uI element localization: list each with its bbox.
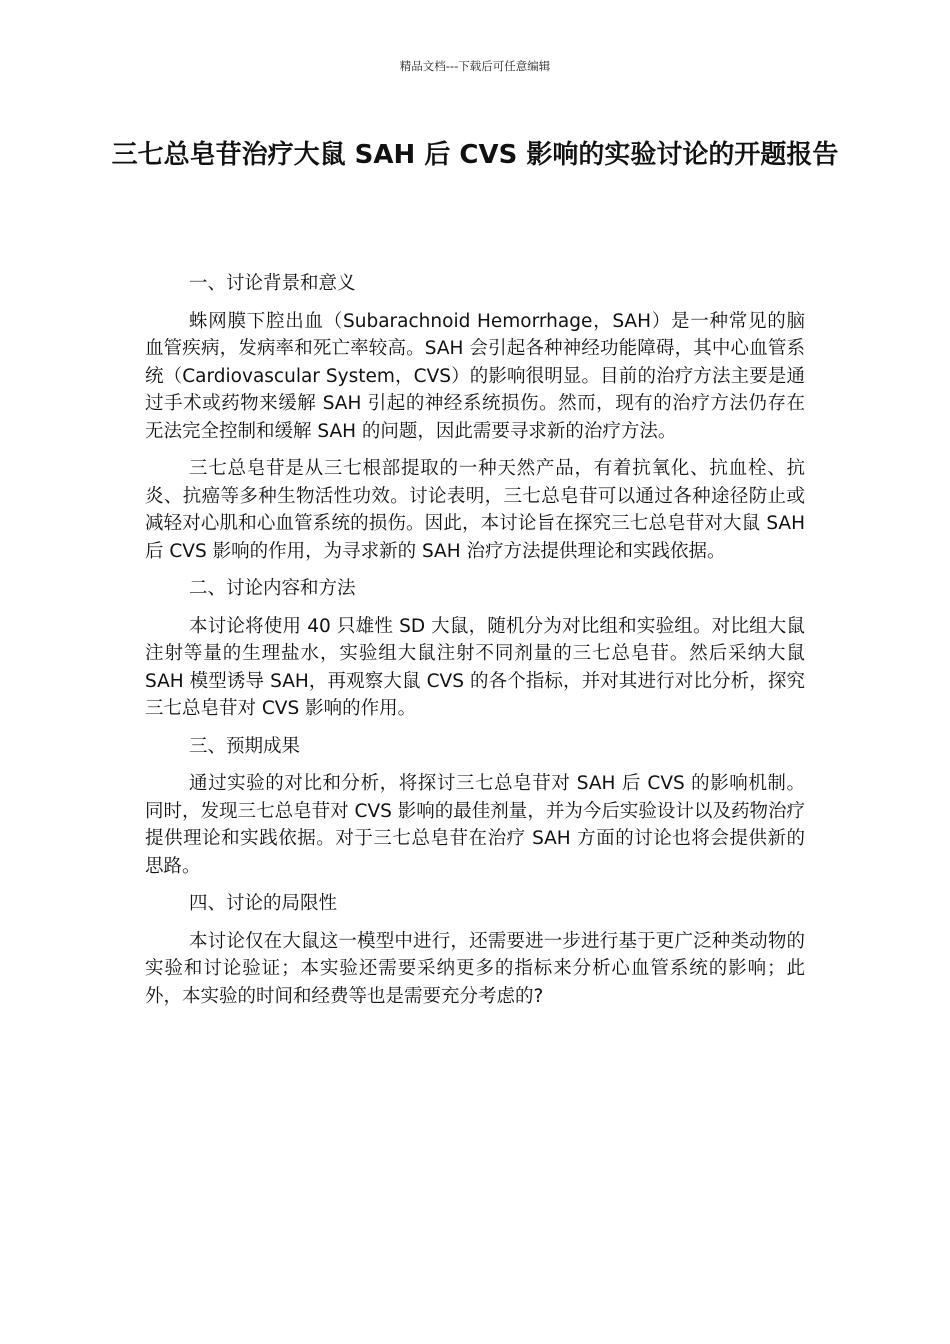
section-heading-limitations: 四、讨论的局限性 [189,893,338,914]
paragraph-expected-results-1: 通过实验的对比和分析，将探讨三七总皂苷对 SAH 后 CVS 的影响机制。同时，发现三七总皂苷对 CVS 影响的最佳剂量，并为今后实验设计以及药物治疗提供理论和实践依据。对于三七总皂苷在治疗 SAH 方面的讨论也将会提供新的思路。 [145,773,805,877]
paragraph-limitations-1: 本讨论仅在大鼠这一模型中进行，还需要进一步进行基于更广泛种类动物的实验和讨论验证；本实验还需要采纳更多的指标来分析心血管系统的影响；此外，本实验的时间和经费等也是需要充分考虑的? [145,930,805,1007]
paragraph-background-1: 蛛网膜下腔出血（Subarachnoid Hemorrhage，SAH）是一种常见的脑血管疾病，发病率和死亡率较高。SAH 会引起各种神经功能障碍，其中心血管系统（Cardiovascular System，CVS）的影响很明显。目前的治疗方法主要是通过手术或药物来缓解 SAH 引起的神经系统损伤。然而，现有的治疗方法仍存在无法完全控制和缓解 SAH 的问题，因此需要寻求新的治疗方法。 [145,310,805,442]
section-heading-methods: 二、讨论内容和方法 [189,578,356,599]
header-note: 精品文档---下载后可任意编辑 [399,59,551,73]
document-body [145,270,805,1020]
paragraph-background-2: 三七总皂苷是从三七根部提取的一种天然产品，有着抗氧化、抗血栓、抗炎、抗癌等多种生物活性功效。讨论表明，三七总皂苷可以通过各种途径防止或减轻对心肌和心血管系统的损伤。因此，本讨论旨在探究三七总皂苷对大鼠 SAH 后 CVS 影响的作用，为寻求新的 SAH 治疗方法提供理论和实践依据。 [145,458,805,562]
section-heading-background: 一、讨论背景和意义 [189,273,356,294]
paragraph-methods-1: 本讨论将使用 40 只雄性 SD 大鼠，随机分为对比组和实验组。对比组大鼠注射等量的生理盐水，实验组大鼠注射不同剂量的三七总皂苷。然后采纳大鼠 SAH 模型诱导 SAH，再观察大鼠 CVS 的各个指标，并对其进行对比分析，探究三七总皂苷对 CVS 影响的作用。 [145,615,805,719]
section-heading-expected-results: 三、预期成果 [189,735,301,757]
document-title: 三七总皂苷治疗大鼠 SAH 后 CVS 影响的实验讨论的开题报告 [111,140,839,170]
